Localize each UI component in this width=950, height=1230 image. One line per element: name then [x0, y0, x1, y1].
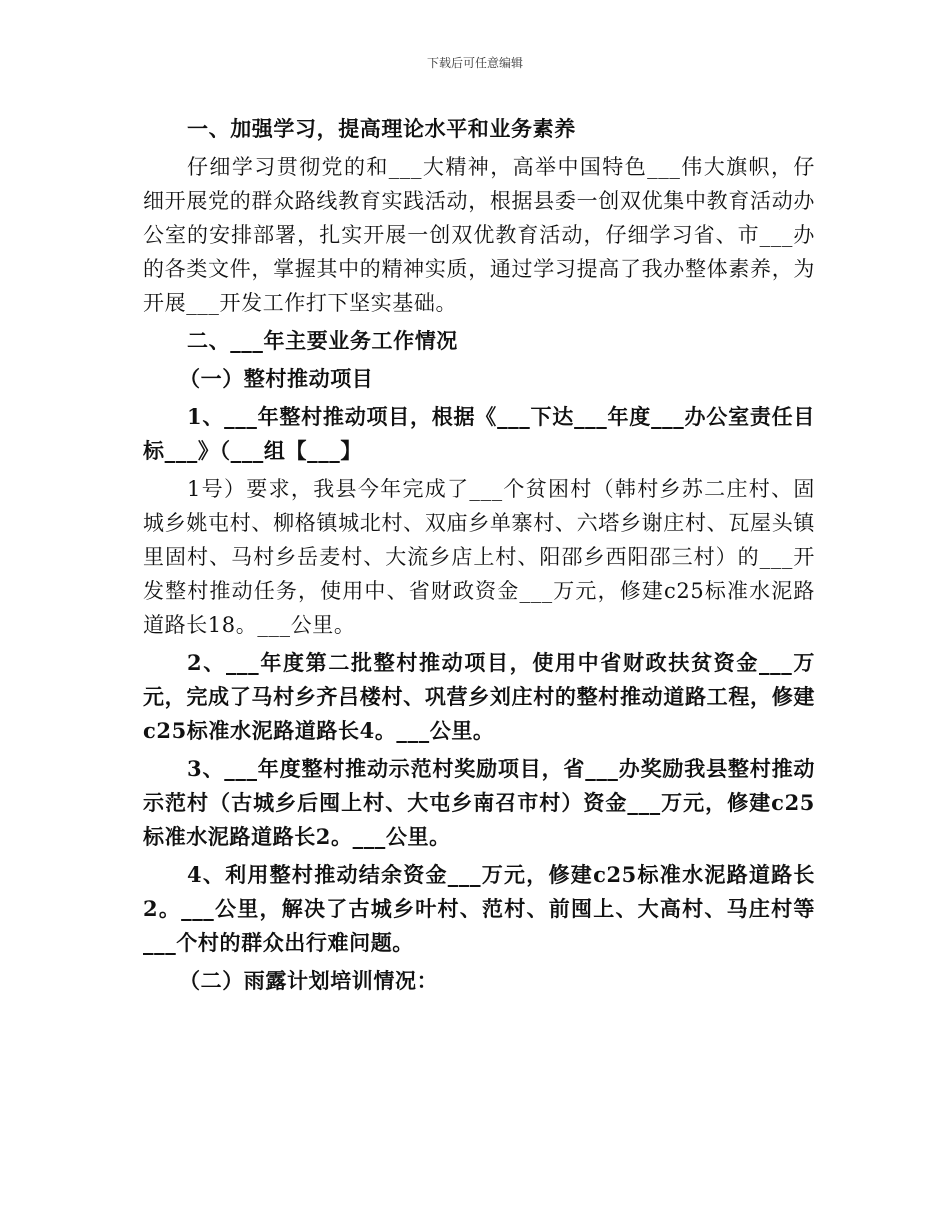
item-1-body: 1号）要求，我县今年完成了___个贫困村（韩村乡苏二庄村、固城乡姚屯村、柳格镇城北村、双庙乡单寨村、六塔乡谢庄村、瓦屋头镇里固村、马村乡岳麦村、大流乡店上村、阳邵乡西阳邵三村）的___开发整村推动任务，使用中、省财政资金___万元，修建c25标准水泥路道路长18。___公里。 — [143, 477, 815, 637]
paragraph-study: 仔细学习贯彻党的和___大精神，高举中国特色___伟大旗帜，仔细开展党的群众路线教育实践活动，根据县委一创双优集中教育活动办公室的安排部署，扎实开展一创双优教育活动，仔细学习省、市___办的各类文件，掌握其中的精神实质，通过学习提高了我办整体素养，为开展___开发工作打下坚实基础。 — [143, 155, 815, 315]
subsection-heading-1: （一）整村推动项目 — [179, 366, 374, 391]
section-heading-2: 二、___年主要业务工作情况 — [187, 328, 458, 353]
section-heading-1: 一、加强学习，提高理论水平和业务素养 — [187, 116, 576, 141]
item-3: 3、___年度整村推动示范村奖励项目，省___办奖励我县整村推动示范村（古城乡后囤上村、大屯乡南召市村）资金___万元，修建c25标准水泥路道路长2。___公里。 — [143, 756, 815, 849]
item-4: 4、利用整村推动结余资金___万元，修建c25标准水泥路道路长2。___公里，解决了古城乡叶村、范村、前囤上、大高村、马庄村等___个村的群众出行难问题。 — [143, 862, 815, 955]
subsection-heading-2: （二）雨露计划培训情况： — [179, 968, 439, 993]
item-1-heading: 1、___年整村推动项目，根据《___下达___年度___办公室责任目标___》（___组【___】 — [143, 404, 815, 463]
document-body — [143, 112, 815, 1002]
item-2: 2、___年度第二批整村推动项目，使用中省财政扶贫资金___万元，完成了马村乡齐吕楼村、巩营乡刘庄村的整村推动道路工程，修建c25标准水泥路道路长4。___公里。 — [143, 650, 815, 743]
page-header-note: 下载后可任意编辑 — [426, 56, 523, 70]
